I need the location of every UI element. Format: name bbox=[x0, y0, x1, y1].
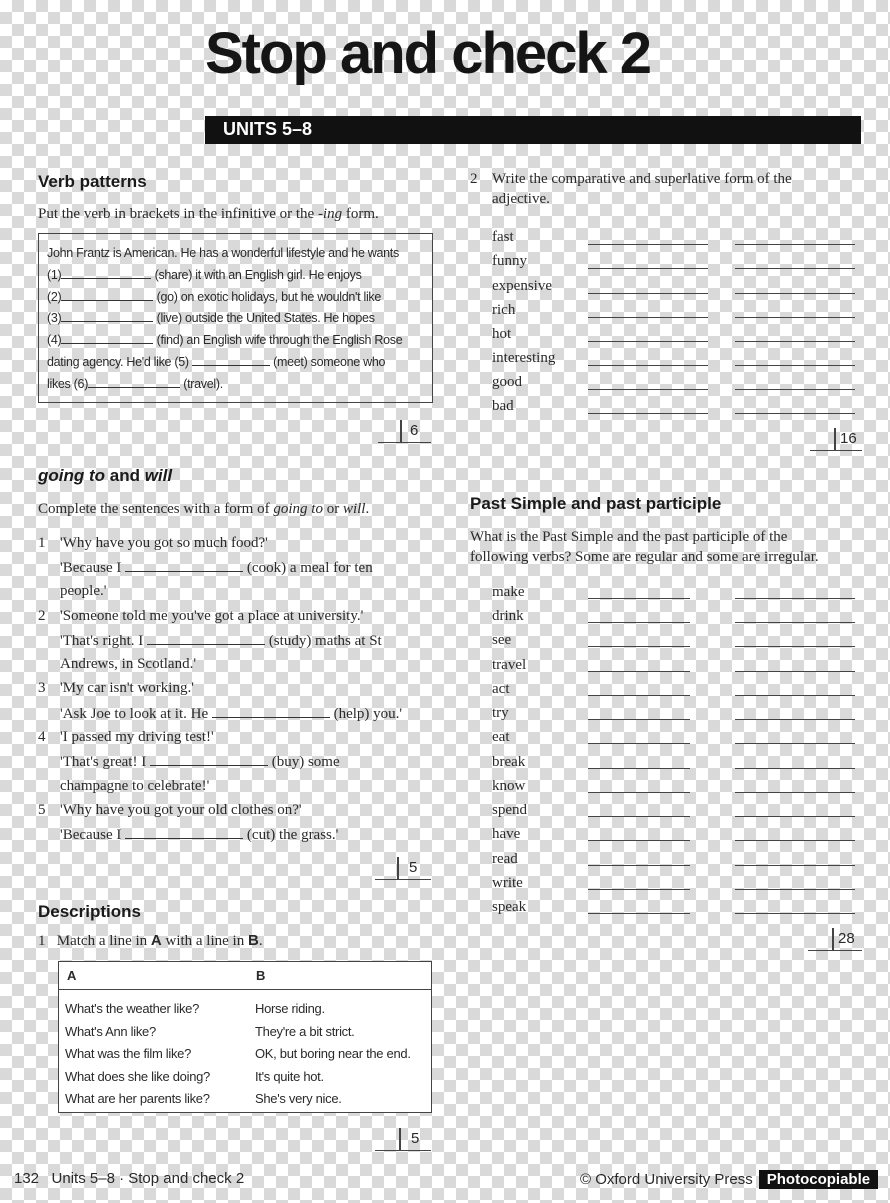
item-line-3: people.' bbox=[60, 583, 107, 599]
adjective-word: rich bbox=[492, 302, 516, 318]
comparative-blank[interactable] bbox=[588, 341, 708, 342]
answer-blank[interactable] bbox=[61, 331, 153, 344]
item-line-2 bbox=[60, 705, 402, 723]
list-item: She's very nice. bbox=[255, 1091, 342, 1106]
verb-word: drink bbox=[492, 608, 524, 624]
score-total: 5 bbox=[411, 1130, 420, 1147]
past-simple-instruction-2: following verbs? Some are regular and some are irregular. bbox=[470, 549, 819, 565]
instruction-text: Put the verb in brackets in the infinitive or the bbox=[38, 206, 318, 222]
line-text: dating agency. He'd like (5) bbox=[47, 354, 189, 369]
answer-blank[interactable] bbox=[61, 288, 153, 301]
superlative-blank[interactable] bbox=[735, 365, 855, 366]
score-total: 5 bbox=[409, 859, 418, 876]
text-line bbox=[47, 265, 402, 287]
comparatives-number: 2 bbox=[470, 171, 478, 187]
verb-word: travel bbox=[492, 657, 527, 673]
past-participle-blank[interactable] bbox=[735, 646, 855, 647]
item-line-1: 'Why have you got your old clothes on?' bbox=[60, 802, 302, 818]
superlative-blank[interactable] bbox=[735, 293, 855, 294]
units-label: UNITS 5–8 bbox=[223, 119, 313, 139]
verb-word: see bbox=[492, 632, 512, 648]
past-simple-blank[interactable] bbox=[588, 865, 690, 866]
column-b-list bbox=[255, 998, 411, 1111]
score-total: 28 bbox=[838, 930, 855, 947]
line-text: (travel). bbox=[183, 376, 223, 391]
past-simple-blank[interactable] bbox=[588, 913, 690, 914]
answer-blank[interactable] bbox=[61, 266, 151, 279]
text-line bbox=[47, 287, 402, 309]
superlative-blank[interactable] bbox=[735, 389, 855, 390]
photocopiable-badge: Photocopiable bbox=[759, 1170, 878, 1189]
heading-will: will bbox=[144, 466, 173, 485]
comparatives-instruction-1: Write the comparative and superlative form of the bbox=[492, 171, 792, 187]
superlative-blank[interactable] bbox=[735, 341, 855, 342]
answer-blank[interactable] bbox=[147, 632, 265, 645]
adjective-word: good bbox=[492, 374, 522, 390]
item-line-1: 'Why have you got so much food?' bbox=[60, 535, 268, 551]
superlative-blank[interactable] bbox=[735, 317, 855, 318]
past-simple-blank[interactable] bbox=[588, 719, 690, 720]
item-line-3: Andrews, in Scotland.' bbox=[60, 656, 197, 672]
adjective-word: expensive bbox=[492, 278, 552, 294]
comparative-blank[interactable] bbox=[588, 389, 708, 390]
text-line bbox=[47, 308, 402, 330]
instruction-or: or bbox=[322, 501, 343, 517]
verb-word: know bbox=[492, 778, 526, 794]
line-text: 'That's right. I bbox=[60, 633, 144, 649]
item-line-1: 'Someone told me you've got a place at university.' bbox=[60, 608, 364, 624]
units-banner bbox=[205, 116, 861, 144]
line-text: 'Ask Joe to look at it. He bbox=[60, 706, 209, 722]
item-number: (1) bbox=[47, 267, 62, 282]
past-simple-heading: Past Simple and past participle bbox=[470, 494, 722, 513]
comparative-blank[interactable] bbox=[588, 293, 708, 294]
score-total: 6 bbox=[410, 422, 419, 439]
line-text: likes (6) bbox=[47, 376, 89, 391]
line-text: (go) on exotic holidays, but he wouldn't like bbox=[156, 289, 382, 304]
verb-word: act bbox=[492, 681, 510, 697]
past-simple-blank[interactable] bbox=[588, 695, 690, 696]
instruction-end: . bbox=[258, 933, 263, 949]
past-participle-blank[interactable] bbox=[735, 598, 855, 599]
past-participle-blank[interactable] bbox=[735, 622, 855, 623]
line-text: (cook) a meal for ten bbox=[246, 560, 373, 576]
past-participle-blank[interactable] bbox=[735, 768, 855, 769]
line-text: 'Because I bbox=[60, 827, 122, 843]
past-participle-blank[interactable] bbox=[735, 816, 855, 817]
past-participle-blank[interactable] bbox=[735, 913, 855, 914]
past-simple-blank[interactable] bbox=[588, 622, 690, 623]
item-line-1: 'My car isn't working.' bbox=[60, 680, 194, 696]
adjective-word: hot bbox=[492, 326, 512, 342]
past-simple-blank[interactable] bbox=[588, 671, 690, 672]
verb-word: break bbox=[492, 754, 526, 770]
item-number: 5 bbox=[38, 802, 46, 818]
item-number: 2 bbox=[38, 608, 46, 624]
heading-and: and bbox=[105, 466, 145, 485]
footer-section: Units 5–8 · Stop and check 2 bbox=[51, 1170, 245, 1187]
page-title: Stop and check 2 bbox=[205, 21, 651, 86]
item-line-2 bbox=[60, 632, 382, 650]
past-simple-blank[interactable] bbox=[588, 743, 690, 744]
line-text: 'That's great! I bbox=[60, 754, 147, 770]
verb-word: write bbox=[492, 875, 523, 891]
score-box bbox=[375, 857, 431, 880]
past-simple-blank[interactable] bbox=[588, 768, 690, 769]
instruction-end: . bbox=[365, 501, 370, 517]
past-simple-blank[interactable] bbox=[588, 816, 690, 817]
past-participle-blank[interactable] bbox=[735, 743, 855, 744]
past-participle-blank[interactable] bbox=[735, 792, 855, 793]
past-simple-blank[interactable] bbox=[588, 840, 690, 841]
verb-word: eat bbox=[492, 729, 510, 745]
instruction-col-a: A bbox=[150, 932, 162, 949]
answer-blank[interactable] bbox=[212, 705, 330, 718]
past-simple-instruction-1: What is the Past Simple and the past participle of the bbox=[470, 529, 788, 545]
instruction-will: will bbox=[342, 501, 366, 517]
footer-right bbox=[580, 1170, 878, 1189]
list-item: It's quite hot. bbox=[255, 1068, 324, 1084]
item-number: (2) bbox=[47, 289, 62, 304]
answer-blank[interactable] bbox=[125, 826, 243, 839]
verb-word: spend bbox=[492, 802, 527, 818]
item-number: (3) bbox=[47, 311, 62, 326]
instruction-text: Complete the sentences with a form of bbox=[38, 501, 274, 517]
column-a-header: A bbox=[67, 968, 77, 983]
past-simple-blank[interactable] bbox=[588, 598, 690, 599]
column-b-header: B bbox=[256, 968, 266, 983]
superlative-blank[interactable] bbox=[735, 413, 855, 414]
instruction-going-to: going to bbox=[273, 501, 323, 517]
verb-patterns-instruction bbox=[38, 206, 379, 223]
item-number: (4) bbox=[47, 333, 62, 348]
line-text: (meet) someone who bbox=[273, 354, 386, 369]
score-box bbox=[375, 1128, 431, 1151]
superlative-blank[interactable] bbox=[735, 244, 855, 245]
text-line: John Frantz is American. He has a wonderful lifestyle and he wants bbox=[47, 246, 399, 260]
list-item: What are her parents like? bbox=[65, 1091, 210, 1106]
line-text: (share) it with an English girl. He enjoys bbox=[154, 267, 362, 282]
list-item: They're a bit strict. bbox=[255, 1023, 355, 1039]
answer-blank[interactable] bbox=[61, 309, 153, 322]
adjective-word: fast bbox=[492, 229, 514, 245]
list-item: What does she like doing? bbox=[65, 1068, 210, 1084]
verb-patterns-text-box bbox=[38, 233, 433, 403]
verb-word: make bbox=[492, 584, 525, 600]
column-a-list bbox=[65, 998, 210, 1111]
past-participle-blank[interactable] bbox=[735, 889, 855, 890]
answer-blank[interactable] bbox=[125, 559, 243, 572]
item-line-2 bbox=[60, 826, 338, 844]
comparatives-instruction-2: adjective. bbox=[492, 191, 550, 207]
line-text: 'Because I bbox=[60, 560, 122, 576]
publisher: © Oxford University Press bbox=[580, 1171, 753, 1188]
text-line bbox=[47, 330, 402, 352]
descriptions-heading: Descriptions bbox=[38, 902, 141, 921]
past-simple-blank[interactable] bbox=[588, 792, 690, 793]
item-line-3: champagne to celebrate!' bbox=[60, 778, 210, 794]
answer-blank[interactable] bbox=[150, 753, 268, 766]
line-text: (cut) the grass.' bbox=[246, 827, 339, 843]
footer-left bbox=[14, 1170, 244, 1187]
adjective-word: bad bbox=[492, 398, 514, 414]
page-number: 132 bbox=[14, 1170, 40, 1187]
verb-word: have bbox=[492, 826, 521, 842]
descriptions-instruction bbox=[38, 932, 263, 950]
superlative-blank[interactable] bbox=[735, 268, 855, 269]
past-participle-blank[interactable] bbox=[735, 840, 855, 841]
list-item: What's the weather like? bbox=[65, 1001, 200, 1016]
line-text: (find) an English wife through the English Rose bbox=[156, 333, 403, 348]
verb-patterns-paragraph bbox=[47, 243, 402, 396]
match-table bbox=[58, 961, 432, 1113]
instruction-text: Match a line in bbox=[56, 933, 151, 949]
item-line-2 bbox=[60, 753, 340, 771]
item-number: 1 bbox=[38, 933, 46, 949]
answer-blank[interactable] bbox=[88, 375, 180, 388]
verb-word: try bbox=[492, 705, 509, 721]
instruction-ing: -ing bbox=[317, 206, 343, 222]
going-to-heading bbox=[38, 466, 172, 486]
line-text: (buy) some bbox=[271, 754, 340, 770]
instruction-text-end: form. bbox=[342, 206, 379, 222]
score-box bbox=[808, 928, 862, 951]
item-number: 1 bbox=[38, 535, 46, 551]
comparative-blank[interactable] bbox=[588, 413, 708, 414]
answer-blank[interactable] bbox=[192, 353, 270, 366]
list-item: Horse riding. bbox=[255, 1001, 325, 1016]
list-item: What was the film like? bbox=[65, 1046, 192, 1061]
past-participle-blank[interactable] bbox=[735, 719, 855, 720]
comparative-blank[interactable] bbox=[588, 268, 708, 269]
verb-word: read bbox=[492, 851, 518, 867]
past-simple-blank[interactable] bbox=[588, 889, 690, 890]
text-line bbox=[47, 352, 402, 374]
score-box bbox=[810, 428, 862, 451]
score-box bbox=[378, 420, 431, 443]
heading-going-to: going to bbox=[38, 466, 106, 485]
instruction-text: with a line in bbox=[161, 933, 248, 949]
past-simple-blank[interactable] bbox=[588, 646, 690, 647]
item-line-1: 'I passed my driving test!' bbox=[60, 729, 214, 745]
line-text: (help) you.' bbox=[333, 706, 403, 722]
line-text: (live) outside the United States. He hopes bbox=[156, 311, 375, 326]
adjective-word: interesting bbox=[492, 350, 556, 366]
item-number: 3 bbox=[38, 680, 46, 696]
past-participle-blank[interactable] bbox=[735, 865, 855, 866]
line-text: (study) maths at St bbox=[268, 633, 382, 649]
score-total: 16 bbox=[840, 430, 857, 447]
text-line bbox=[47, 374, 402, 396]
verb-word: speak bbox=[492, 899, 527, 915]
past-participle-blank[interactable] bbox=[735, 695, 855, 696]
list-item: OK, but boring near the end. bbox=[255, 1046, 411, 1061]
list-item: What's Ann like? bbox=[65, 1023, 156, 1039]
verb-patterns-heading: Verb patterns bbox=[38, 172, 147, 191]
item-number: 4 bbox=[38, 729, 46, 745]
instruction-col-b: B bbox=[247, 932, 259, 949]
adjective-word: funny bbox=[492, 253, 527, 269]
comparative-blank[interactable] bbox=[588, 365, 708, 366]
item-line-2 bbox=[60, 559, 373, 577]
comparative-blank[interactable] bbox=[588, 244, 708, 245]
going-to-instruction bbox=[38, 501, 369, 518]
header-divider bbox=[59, 989, 431, 990]
comparative-blank[interactable] bbox=[588, 317, 708, 318]
past-participle-blank[interactable] bbox=[735, 671, 855, 672]
